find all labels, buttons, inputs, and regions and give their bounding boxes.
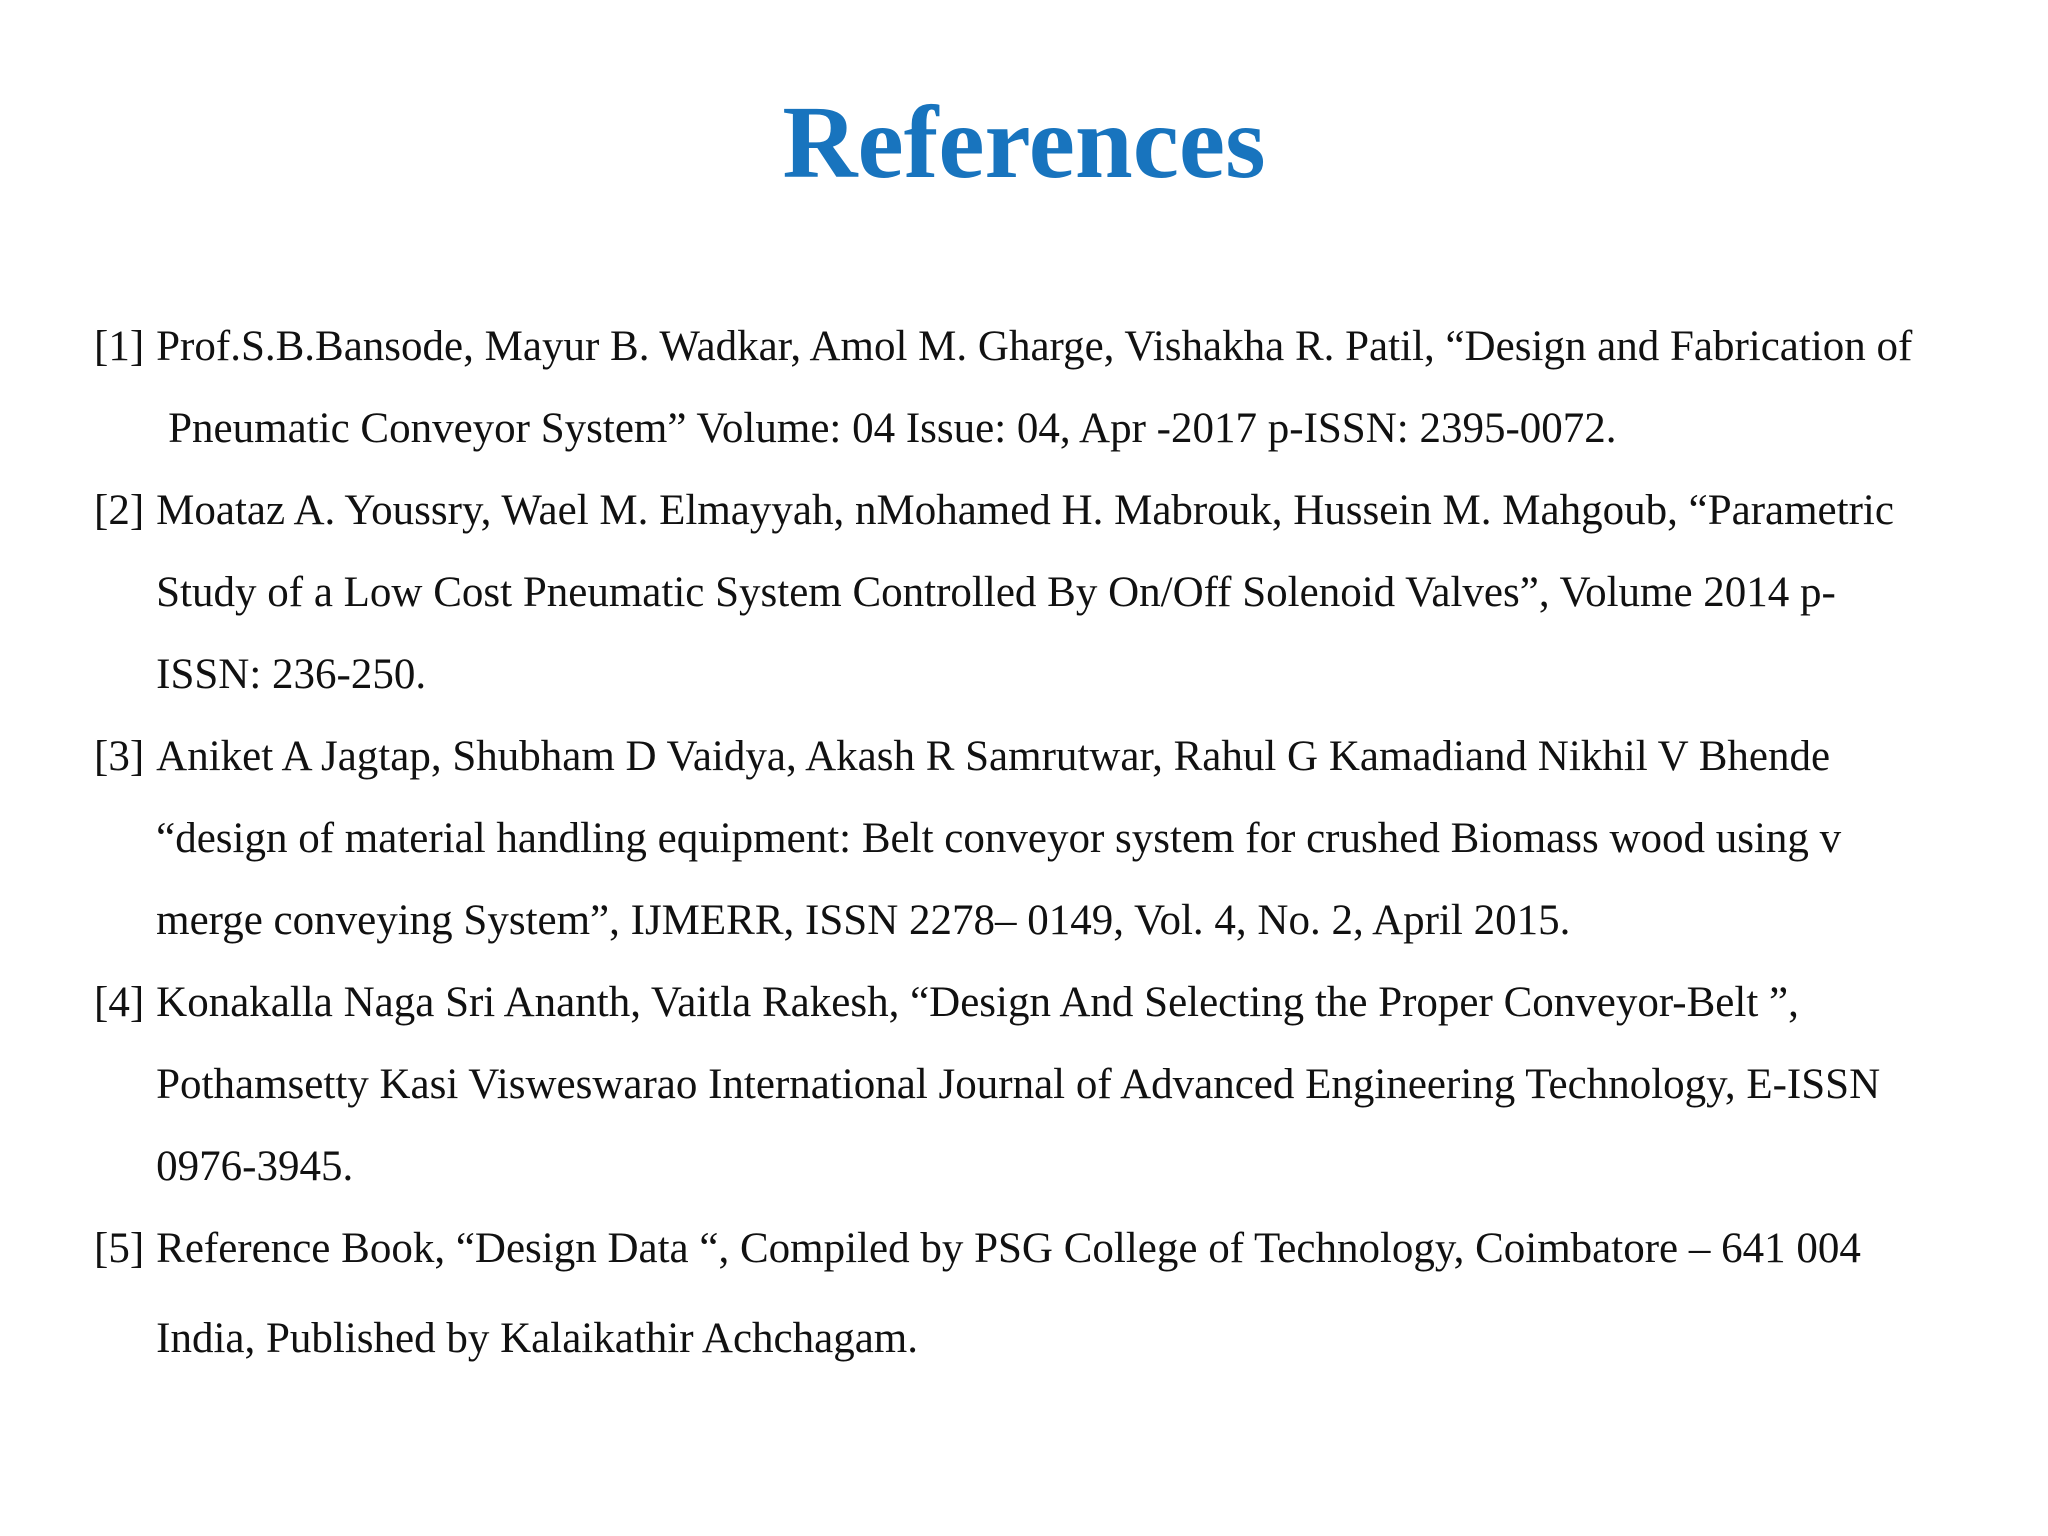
reference-text: [156, 1208, 1861, 1380]
reference-line: Prof.S.B.Bansode, Mayur B. Wadkar, Amol M. Gharge, Vishakha R. Patil, “Design and Fabrication of: [156, 323, 1913, 370]
reference-line: Study of a Low Cost Pneumatic System Controlled By On/Off Solenoid Valves”, Volume 2014 p-: [156, 569, 1836, 616]
reference-number: [3]: [94, 733, 145, 780]
reference-line: Aniket A Jagtap, Shubham D Vaidya, Akash R Samrutwar, Rahul G Kamadiand Nikhil V Bhende: [156, 733, 1831, 780]
reference-item: [94, 1208, 2034, 1380]
reference-text: [156, 306, 1912, 470]
reference-text: [156, 716, 1841, 962]
reference-line: 0976-3945.: [156, 1143, 354, 1190]
reference-number: [2]: [94, 487, 145, 534]
reference-line: Pothamsetty Kasi Visweswarao International Journal of Advanced Engineering Technology, E-ISSN: [156, 1061, 1881, 1108]
reference-item: [94, 962, 2034, 1208]
reference-line: Pneumatic Conveyor System” Volume: 04 Issue: 04, Apr -2017 p-ISSN: 2395-0072.: [168, 405, 1617, 452]
reference-line: “design of material handling equipment: Belt conveyor system for crushed Biomass wood using v: [156, 815, 1842, 862]
reference-line: ISSN: 236-250.: [156, 651, 427, 698]
reference-item: [94, 470, 2034, 716]
reference-number: [5]: [94, 1225, 145, 1272]
reference-item: [94, 306, 2034, 470]
reference-line: Konakalla Naga Sri Ananth, Vaitla Rakesh, “Design And Selecting the Proper Conveyor-Belt ”,: [156, 979, 1799, 1026]
reference-text: [156, 962, 1880, 1208]
reference-line: merge conveying System”, IJMERR, ISSN 2278– 0149, Vol. 4, No. 2, April 2015.: [156, 897, 1571, 944]
reference-number: [1]: [94, 323, 145, 370]
page-title: References: [782, 85, 1266, 200]
reference-list: [94, 306, 2034, 1380]
reference-line: India, Published by Kalaikathir Achchagam.: [156, 1315, 919, 1362]
reference-text: [156, 470, 1894, 716]
reference-number: [4]: [94, 979, 145, 1026]
reference-line: Moataz A. Youssry, Wael M. Elmayyah, nMohamed H. Mabrouk, Hussein M. Mahgoub, “Parametric: [156, 487, 1894, 534]
reference-item: [94, 716, 2034, 962]
reference-line: Reference Book, “Design Data “, Compiled by PSG College of Technology, Coimbatore – 641 004: [156, 1225, 1861, 1272]
